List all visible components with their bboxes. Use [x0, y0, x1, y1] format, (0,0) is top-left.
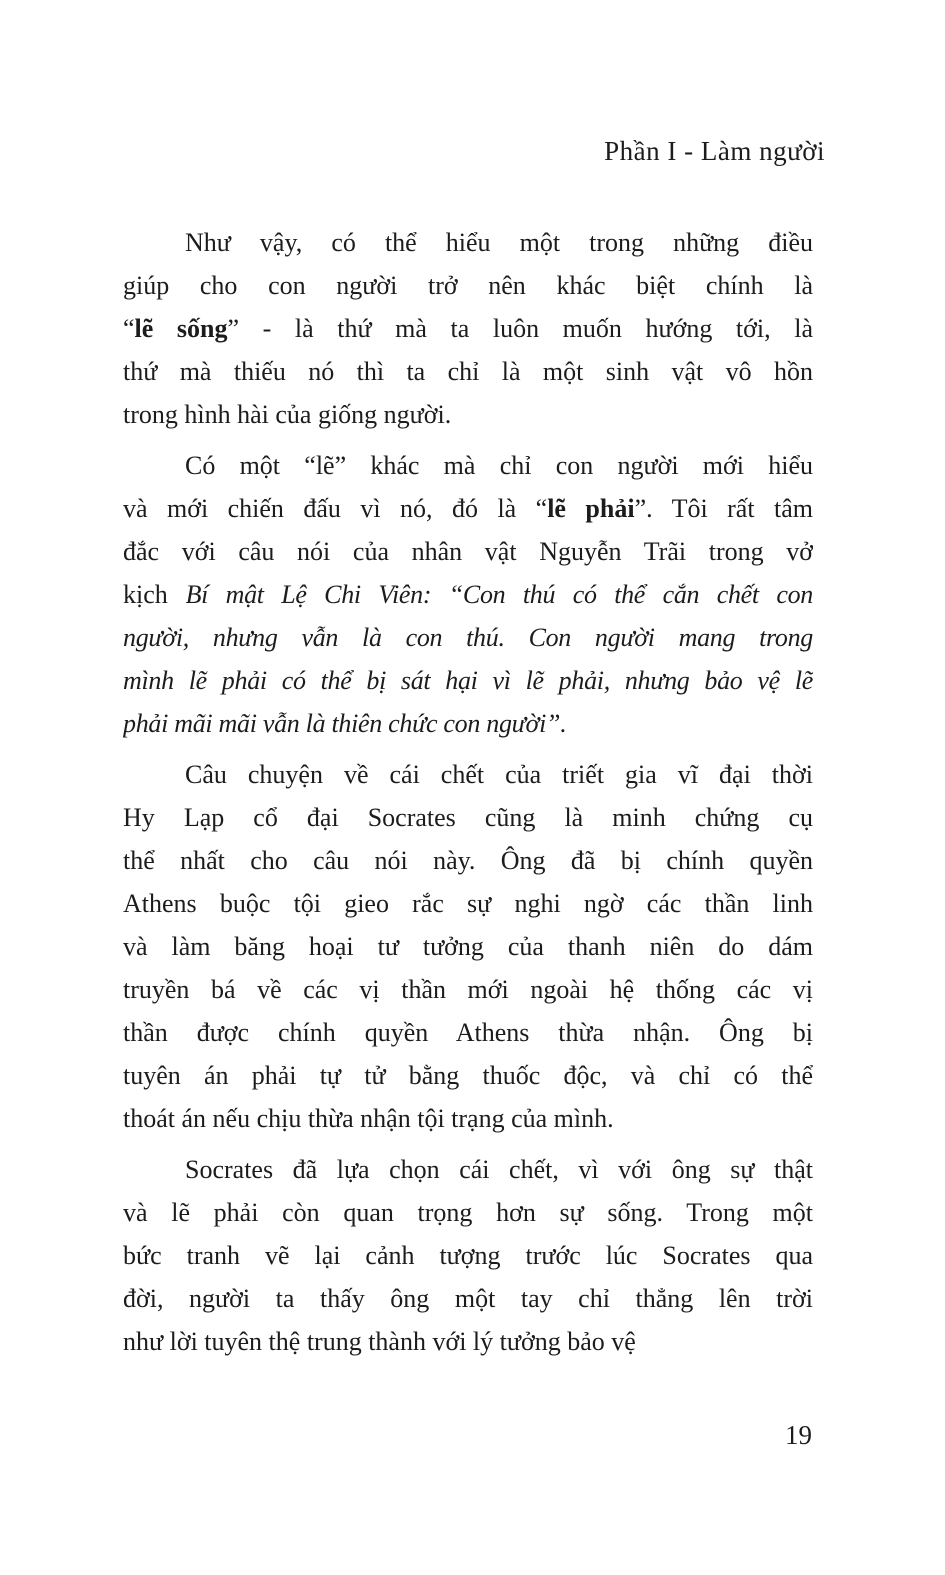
text-line — [123, 1191, 813, 1234]
text-segment: phải mãi mãi vẫn là thiên chức con người”. — [123, 709, 567, 738]
paragraph — [123, 444, 813, 745]
text-line — [123, 796, 813, 839]
text-segment: đời, người ta thấy ông một tay chỉ thẳng lên trời — [123, 1284, 813, 1313]
text-line — [123, 839, 813, 882]
text-line — [123, 753, 813, 796]
text-segment: người, nhưng vẫn là con thú. Con người mang trong — [123, 623, 813, 652]
text-segment: lẽ sống — [134, 314, 228, 343]
text-segment: Athens buộc tội gieo rắc sự nghi ngờ các thần linh — [123, 889, 813, 918]
text-segment: ” - là thứ mà ta luôn muốn hướng tới, là — [227, 314, 813, 343]
text-segment: thần được chính quyền Athens thừa nhận. Ông bị — [123, 1018, 813, 1047]
text-segment: đắc với câu nói của nhân vật Nguyễn Trãi trong vở — [123, 537, 813, 566]
text-line — [123, 659, 813, 702]
text-line — [123, 1097, 813, 1140]
text-line — [123, 1054, 813, 1097]
text-segment: bức tranh vẽ lại cảnh tượng trước lúc Socrates qua — [123, 1241, 813, 1270]
text-segment: giúp cho con người trở nên khác biệt chính là — [123, 271, 813, 300]
text-segment: như lời tuyên thệ trung thành với lý tưởng bảo vệ — [123, 1327, 636, 1356]
text-line — [123, 307, 813, 350]
text-line — [123, 393, 813, 436]
text-segment: Hy Lạp cổ đại Socrates cũng là minh chứng cụ — [123, 803, 813, 832]
text-segment: truyền bá về các vị thần mới ngoài hệ thống các vị — [123, 975, 813, 1004]
text-line — [123, 925, 813, 968]
text-line — [123, 702, 813, 745]
text-line — [123, 264, 813, 307]
text-segment: lẽ phải — [547, 494, 635, 523]
text-segment: và lẽ phải còn quan trọng hơn sự sống. Trong một — [123, 1198, 813, 1227]
text-line — [123, 882, 813, 925]
text-line — [123, 1320, 813, 1363]
text-segment: Như vậy, có thể hiểu một trong những điều — [185, 228, 813, 257]
text-segment: Câu chuyện về cái chết của triết gia vĩ đại thời — [185, 760, 813, 789]
paragraph — [123, 221, 813, 436]
running-head: Phần I - Làm người — [604, 136, 825, 166]
text-segment: và mới chiến đấu vì nó, đó là “ — [123, 494, 548, 523]
text-segment: thoát án nếu chịu thừa nhận tội trạng của mình. — [123, 1104, 614, 1133]
paragraph — [123, 753, 813, 1140]
text-segment: thứ mà thiếu nó thì ta chỉ là một sinh vật vô hồn — [123, 357, 813, 386]
page-number: 19 — [785, 1420, 812, 1450]
text-line — [123, 573, 813, 616]
text-line — [123, 444, 813, 487]
text-segment: trong hình hài của giống người. — [123, 400, 452, 429]
text-segment: thể nhất cho câu nói này. Ông đã bị chính quyền — [123, 846, 813, 875]
text-segment: và làm băng hoại tư tưởng của thanh niên do dám — [123, 932, 813, 961]
text-line — [123, 487, 813, 530]
text-segment: Bí mật Lệ Chi Viên: “Con thú có thể cắn chết con — [185, 580, 813, 609]
text-segment: Socrates đã lựa chọn cái chết, vì với ông sự thật — [185, 1155, 813, 1184]
text-line — [123, 1148, 813, 1191]
text-line — [123, 968, 813, 1011]
text-line — [123, 221, 813, 264]
text-line — [123, 350, 813, 393]
text-segment: “ — [123, 314, 135, 343]
text-segment: tuyên án phải tự tử bằng thuốc độc, và chỉ có thể — [123, 1061, 813, 1090]
text-line — [123, 1011, 813, 1054]
text-segment: mình lẽ phải có thể bị sát hại vì lẽ phải, nhưng bảo vệ lẽ — [123, 666, 813, 695]
text-line — [123, 1234, 813, 1277]
text-line — [123, 1277, 813, 1320]
text-line — [123, 616, 813, 659]
page-body — [123, 221, 813, 1371]
text-segment: kịch — [123, 580, 186, 609]
text-segment: Có một “lẽ” khác mà chỉ con người mới hiểu — [185, 451, 813, 480]
text-segment: ”. Tôi rất tâm — [634, 494, 813, 523]
text-line — [123, 530, 813, 573]
paragraph — [123, 1148, 813, 1363]
